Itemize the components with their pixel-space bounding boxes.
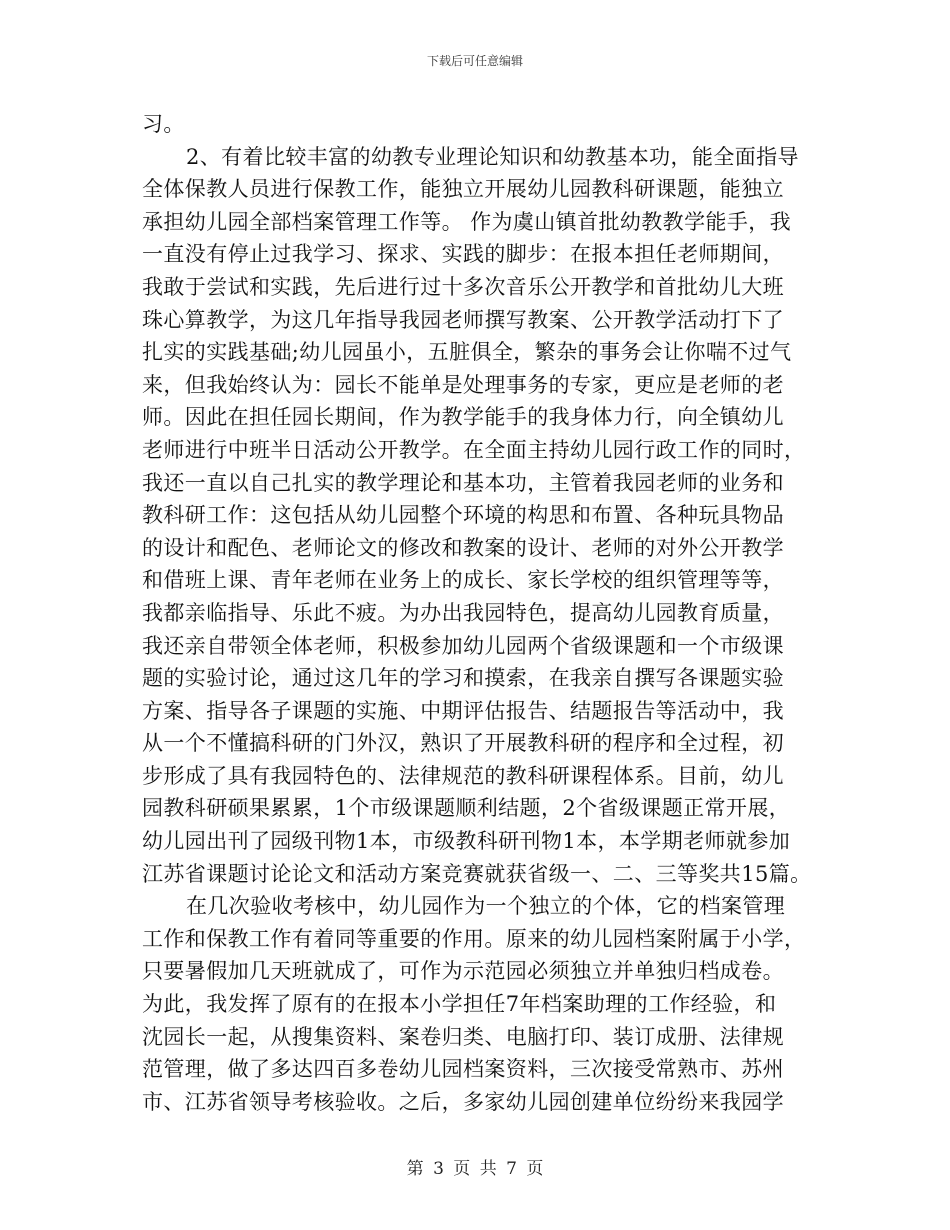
document-body: [142, 108, 822, 1118]
text-line: 市、江苏省领导考核验收。之后，多家幼儿园创建单位纷纷来我园学: [142, 1089, 784, 1114]
page-number-footer: 第 3 页 共 7 页: [406, 1159, 544, 1179]
text-line: 老师进行中班半日活动公开教学。在全面主持幼儿园行政工作的同时，: [142, 437, 806, 462]
text-line: 从一个不懂搞科研的门外汉，熟识了开展教科研的程序和全过程，初: [142, 731, 784, 756]
text-line: 范管理，做了多达四百多卷幼儿园档案资料，三次接受常熟市、苏州: [142, 1057, 784, 1082]
text-line: 工作和保教工作有着同等重要的作用。原来的幼儿园档案附属于小学，: [142, 926, 806, 951]
text-line: 我还一直以自己扎实的教学理论和基本功，主管着我园老师的业务和: [142, 470, 784, 495]
paragraph-start-line: 2、有着比较丰富的幼教专业理论知识和幼教基本功，能全面指导: [186, 144, 799, 169]
text-line: 全体保教人员进行保教工作，能独立开展幼儿园教科研课题，能独立: [142, 177, 784, 202]
text-line: 和借班上课、青年老师在业务上的成长、家长学校的组织管理等等，: [142, 568, 784, 593]
text-line: 我都亲临指导、乐此不疲。为办出我园特色，提高幼儿园教育质量，: [142, 600, 784, 625]
text-line: 我敢于尝试和实践，先后进行过十多次音乐公开教学和首批幼儿大班: [142, 274, 784, 299]
paragraph-start-line: 在几次验收考核中，幼儿园作为一个独立的个体，它的档案管理: [186, 894, 786, 919]
text-line: 师。因此在担任园长期间，作为教学能手的我身体力行，向全镇幼儿: [142, 405, 784, 430]
text-line: 承担幼儿园全部档案管理工作等。 作为虞山镇首批幼教教学能手，我: [142, 209, 792, 234]
text-line: 只要暑假加几天班就成了，可作为示范园必须独立并单独归档成卷。: [142, 959, 784, 984]
text-line: 园教科研硕果累累，1个市级课题顺利结题，2个省级课题正常开展，: [142, 796, 791, 821]
text-line: 江苏省课题讨论论文和活动方案竞赛就获省级一、二、三等奖共15篇。: [142, 861, 812, 886]
text-line: 扎实的实践基础;幼儿园虽小，五脏俱全，繁杂的事务会让你喘不过气: [142, 340, 792, 365]
text-line: 一直没有停止过我学习、探求、实践的脚步：在报本担任老师期间，: [142, 242, 784, 267]
text-line: 珠心算教学，为这几年指导我园老师撰写教案、公开教学活动打下了: [142, 307, 784, 332]
page-header: 下载后可任意编辑: [426, 54, 523, 68]
text-line: 的设计和配色、老师论文的修改和教案的设计、老师的对外公开教学: [142, 535, 784, 560]
text-line: 步形成了具有我园特色的、法律规范的教科研课程体系。目前，幼儿: [142, 763, 784, 788]
text-line: 沈园长一起，从搜集资料、案卷归类、电脑打印、装订成册、法律规: [142, 1024, 784, 1049]
text-line: 为此，我发挥了原有的在报本小学担任7年档案助理的工作经验，和: [142, 992, 777, 1017]
text-line: 题的实验讨论，通过这几年的学习和摸索，在我亲自撰写各课题实验: [142, 666, 784, 691]
text-line: 我还亲自带领全体老师，积极参加幼儿园两个省级课题和一个市级课: [142, 633, 784, 658]
text-line: 习。: [142, 112, 185, 136]
text-line: 来，但我始终认为：园长不能单是处理事务的专家，更应是老师的老: [142, 372, 784, 397]
text-line: 方案、指导各子课题的实施、中期评估报告、结题报告等活动中，我: [142, 698, 784, 723]
text-line: 教科研工作：这包括从幼儿园整个环境的构思和布置、各种玩具物品: [142, 503, 784, 528]
text-line: 幼儿园出刊了园级刊物1本，市级教科研刊物1本，本学期老师就参加: [142, 829, 791, 854]
